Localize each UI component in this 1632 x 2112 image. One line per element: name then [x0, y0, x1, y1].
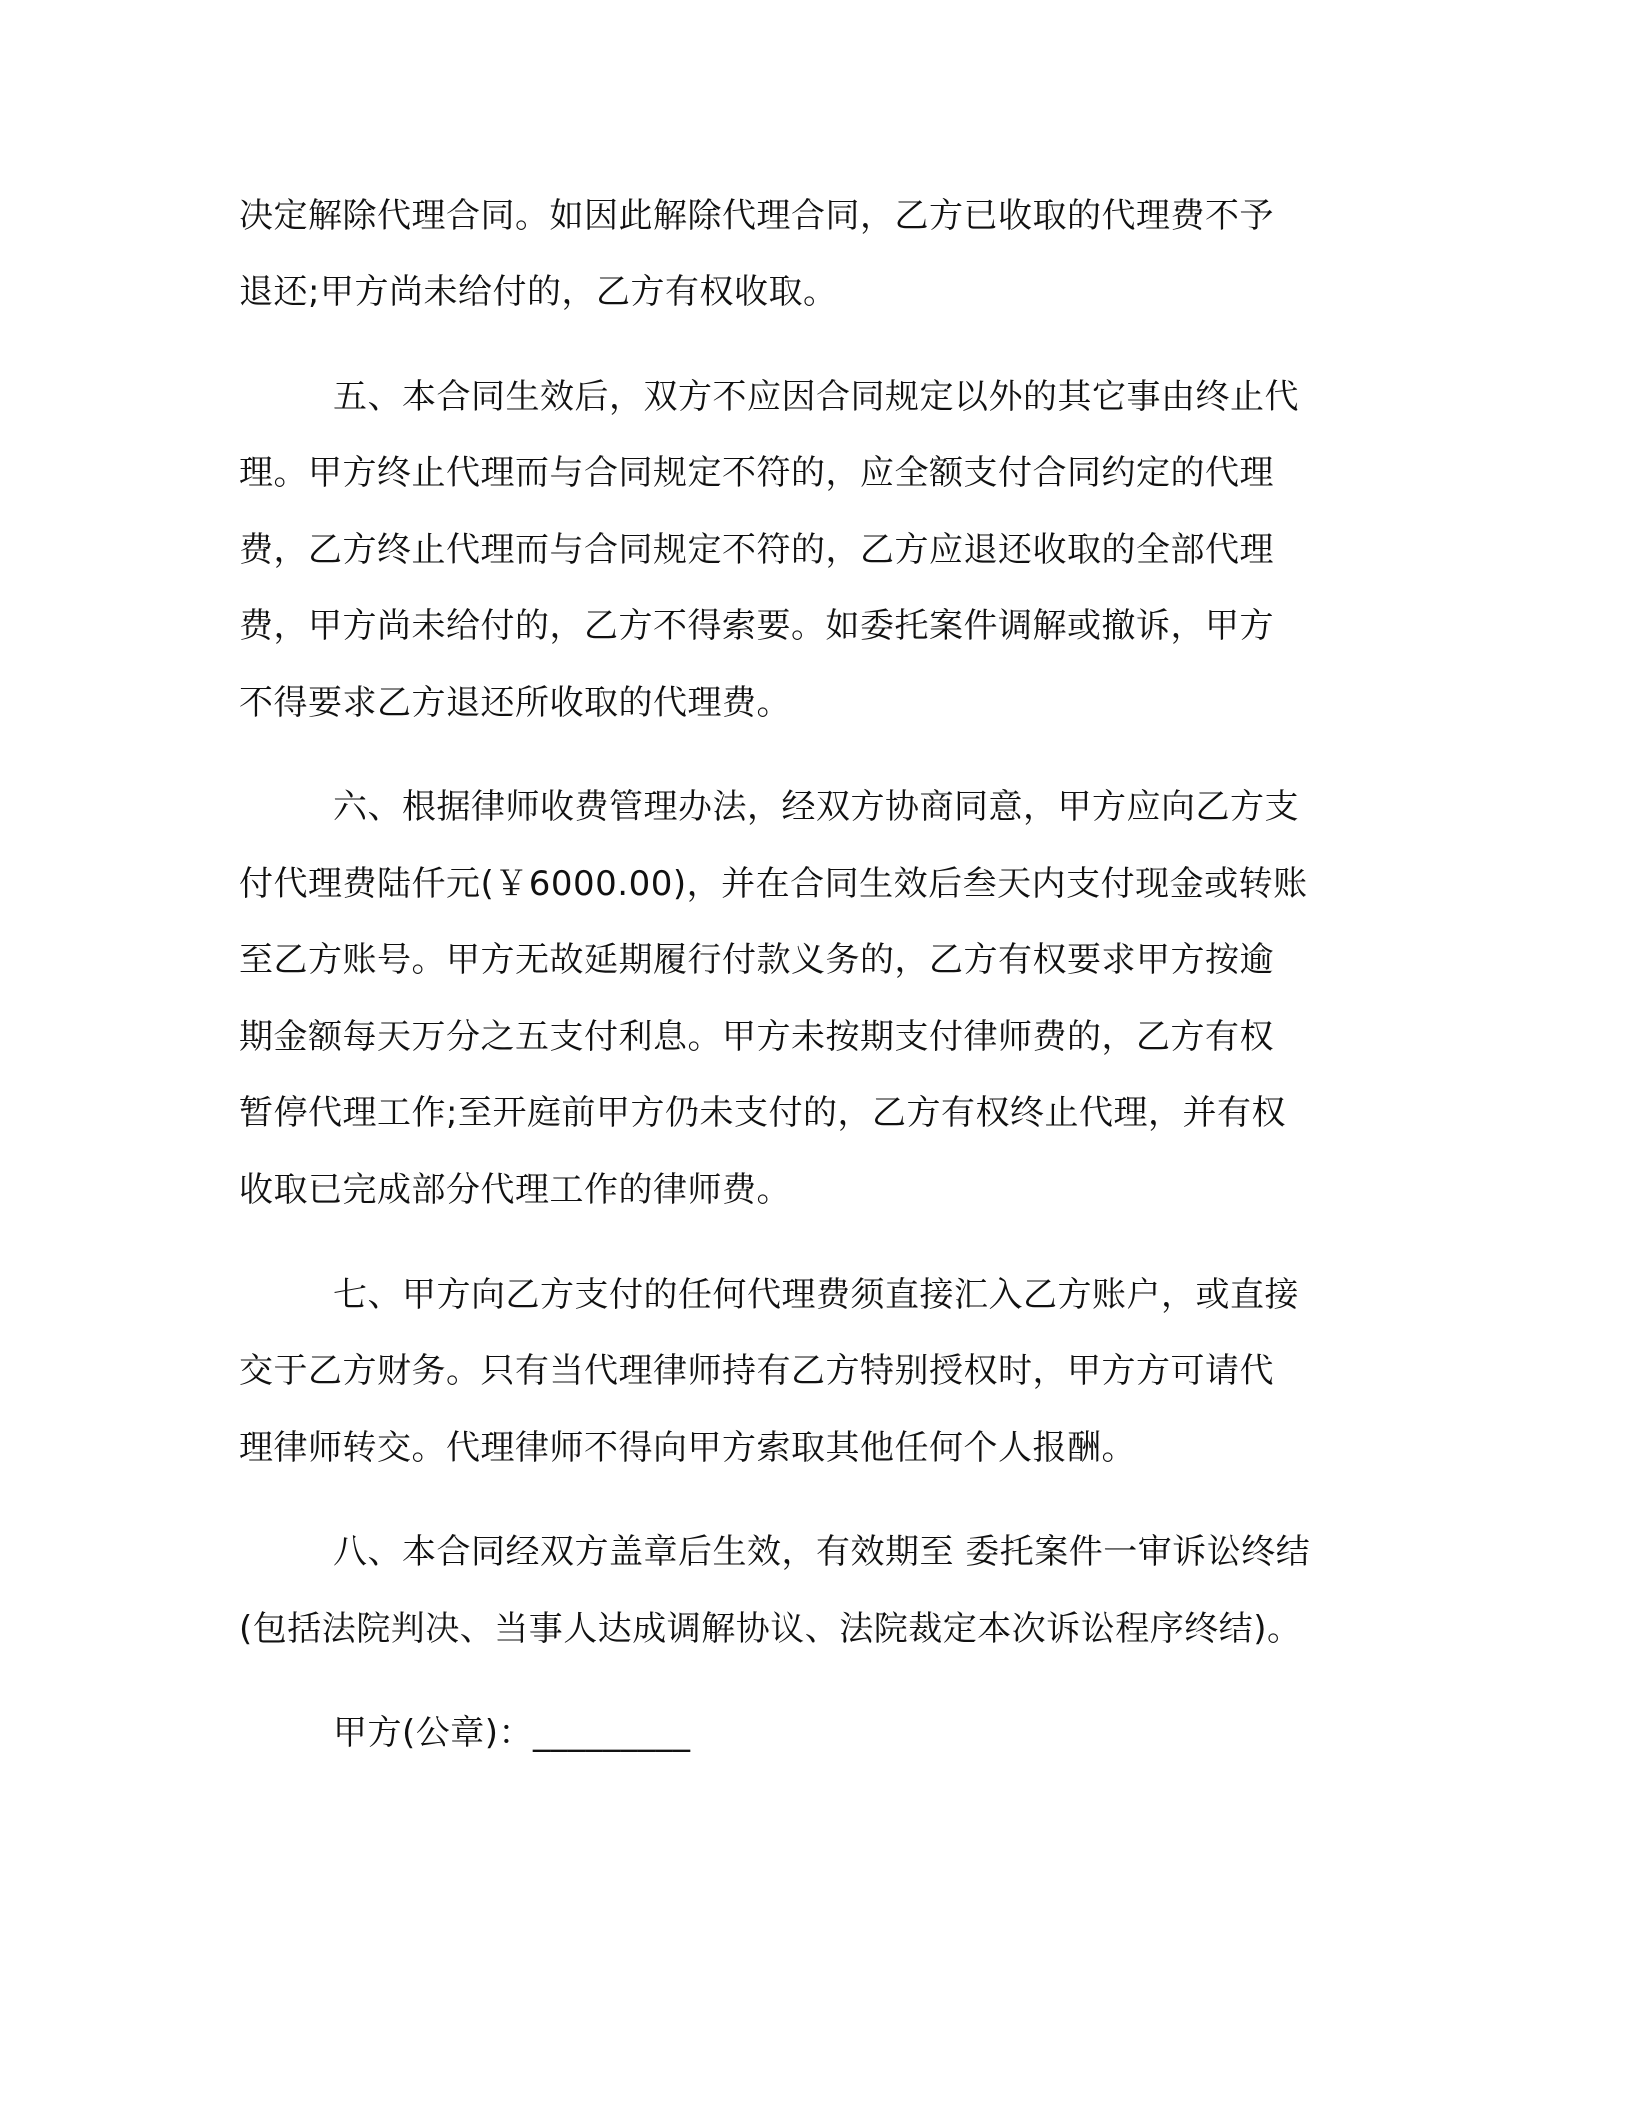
clause-8-line-1: 八、本合同经双方盖章后生效，有效期至 委托案件一审诉讼终结	[333, 1532, 1311, 1572]
clause-8-line-2: (包括法院判决、当事人达成调解协议、法院裁定本次诉讼程序终结)。	[239, 1609, 1302, 1649]
party-a-seal-line: 甲方(公章)：_________	[333, 1713, 691, 1753]
clause-5-line-3: 费，乙方终止代理而与合同规定不符的，乙方应退还收取的全部代理	[239, 530, 1274, 570]
text-line-1: 决定解除代理合同。如因此解除代理合同，乙方已收取的代理费不予	[239, 196, 1274, 236]
clause-6-line-1: 六、根据律师收费管理办法，经双方协商同意，甲方应向乙方支	[333, 787, 1299, 827]
clause-5-line-1: 五、本合同生效后，双方不应因合同规定以外的其它事由终止代	[333, 377, 1299, 417]
clause-5-line-5: 不得要求乙方退还所收取的代理费。	[239, 683, 791, 723]
clause-6-line-4: 期金额每天万分之五支付利息。甲方未按期支付律师费的，乙方有权	[239, 1017, 1274, 1057]
clause-6-line-2: 付代理费陆仟元(￥6000.00)，并在合同生效后叁天内支付现金或转账	[239, 864, 1308, 904]
clause-7-line-1: 七、甲方向乙方支付的任何代理费须直接汇入乙方账户，或直接	[333, 1275, 1299, 1315]
clause-6-line-6: 收取已完成部分代理工作的律师费。	[239, 1170, 791, 1210]
clause-6-line-3: 至乙方账号。甲方无故延期履行付款义务的，乙方有权要求甲方按逾	[239, 940, 1274, 980]
clause-7-line-3: 理律师转交。代理律师不得向甲方索取其他任何个人报酬。	[239, 1428, 1136, 1468]
clause-7-line-2: 交于乙方财务。只有当代理律师持有乙方特别授权时，甲方方可请代	[239, 1351, 1274, 1391]
clause-5-line-4: 费，甲方尚未给付的，乙方不得索要。如委托案件调解或撤诉，甲方	[239, 606, 1274, 646]
clause-5-line-2: 理。甲方终止代理而与合同规定不符的，应全额支付合同约定的代理	[239, 453, 1274, 493]
clause-6-line-5: 暂停代理工作;至开庭前甲方仍未支付的，乙方有权终止代理，并有权	[239, 1093, 1286, 1133]
text-line-2: 退还;甲方尚未给付的，乙方有权收取。	[239, 272, 838, 312]
